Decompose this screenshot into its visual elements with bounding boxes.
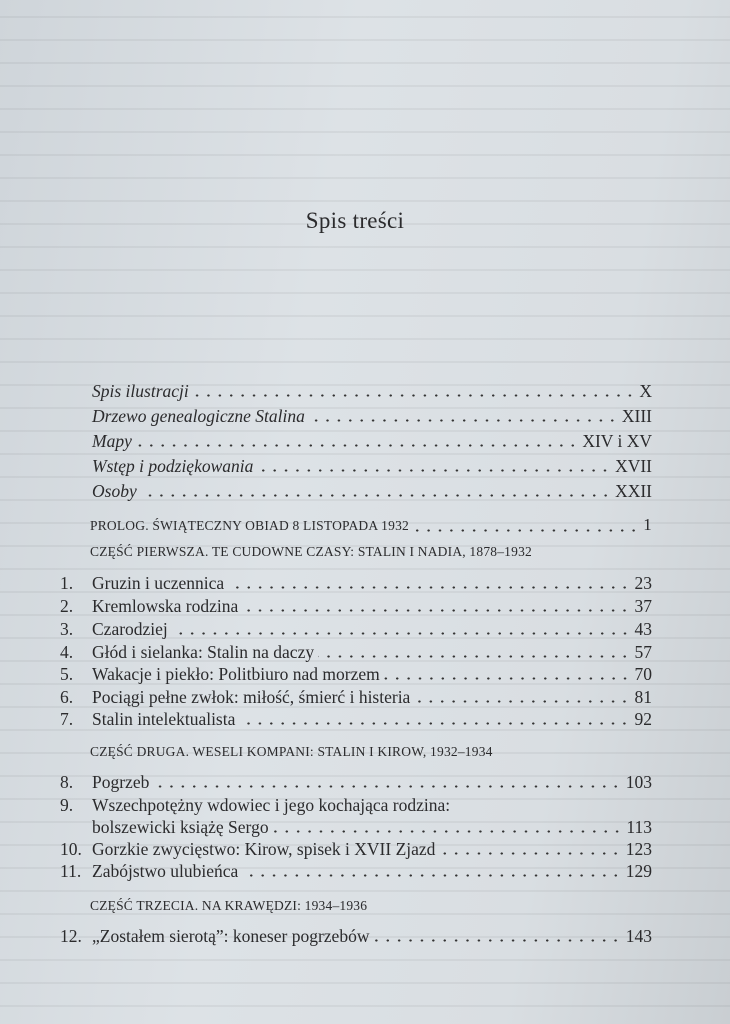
page-number: 37 [634, 596, 652, 616]
chapter-number: 10. [60, 839, 82, 859]
page-number: X [639, 381, 652, 401]
dot-leader [242, 874, 621, 877]
page-number: 70 [634, 664, 652, 684]
entry-title: „Zostałem sierotą”: koneser pogrzebów [92, 926, 370, 946]
chapter-entry [60, 794, 652, 816]
toc-entry [92, 380, 652, 402]
entry-title: Spis ilustracji [92, 381, 189, 401]
dot-leader [172, 632, 631, 635]
chapter-entry [60, 771, 652, 793]
entry-title: Wakacje i piekło: Politbiuro nad morzem [92, 664, 380, 684]
chapter-entry [60, 572, 652, 594]
page-number: 92 [634, 709, 652, 729]
dot-leader [439, 852, 621, 855]
part-heading [90, 741, 652, 763]
entry-title: Mapy [92, 431, 132, 451]
toc-entry [92, 430, 652, 452]
part-heading [90, 541, 652, 563]
dot-leader [384, 677, 631, 680]
entry-title: Głód i sielanka: Stalin na daczy [92, 642, 315, 662]
chapter-entry [60, 595, 652, 617]
page-title: Spis treści [305, 208, 405, 233]
entry-title: bolszewicki książę Sergo [92, 817, 269, 837]
chapter-entry [60, 663, 652, 685]
entry-title: Stalin intelektualista [92, 709, 236, 729]
part-title: CZĘŚĆ DRUGA. WESELI KOMPANI: STALIN I KIROW, 1932–1934 [90, 744, 493, 759]
chapter-entry [60, 925, 652, 947]
dot-leader [228, 586, 630, 589]
dot-leader [193, 394, 636, 397]
page-number: 81 [634, 687, 652, 707]
dot-leader [242, 609, 630, 612]
chapter-number: 5. [60, 664, 74, 684]
chapter-number: 7. [60, 709, 74, 729]
dot-leader [273, 830, 623, 833]
page-number: 43 [634, 619, 652, 639]
entry-title: Czarodziej [92, 619, 168, 639]
entry-title: PROLOG. ŚWIĄTECZNY OBIAD 8 LISTOPADA 1932 [90, 518, 409, 533]
chapter-number: 12. [60, 926, 82, 946]
chapter-entry [60, 686, 652, 708]
dot-leader [141, 494, 611, 497]
chapter-entry [60, 708, 652, 730]
entry-title: Gruzin i uczennica [92, 573, 225, 593]
entry-title: Gorzkie zwycięstwo: Kirow, spisek i XVII Zjazd [92, 839, 436, 859]
dot-leader [373, 939, 621, 942]
dot-leader [153, 785, 621, 788]
page-number: 113 [626, 817, 652, 837]
dot-leader [413, 529, 639, 532]
chapter-number: 3. [60, 619, 74, 639]
page-number: 23 [634, 573, 652, 593]
page-number: 123 [625, 839, 652, 859]
toc-entry [92, 480, 652, 502]
chapter-number: 11. [60, 861, 82, 881]
prolog-entry [90, 514, 652, 537]
page-number: 143 [625, 926, 652, 946]
page-number: XXII [615, 481, 652, 501]
entry-title: Wszechpotężny wdowiec i jego kochająca rodzina: [92, 795, 451, 815]
toc-entry [92, 455, 652, 477]
chapter-number: 6. [60, 687, 74, 707]
toc-entry [92, 405, 652, 427]
dot-leader [309, 419, 618, 422]
dot-leader [136, 444, 578, 447]
dot-leader [239, 722, 630, 725]
dot-leader [414, 700, 630, 703]
part-title: CZĘŚĆ PIERWSZA. TE CUDOWNE CZASY: STALIN I NADIA, 1878–1932 [90, 544, 532, 559]
page-number: 57 [634, 642, 652, 662]
chapter-number: 2. [60, 596, 74, 616]
dot-leader [318, 655, 630, 658]
entry-title: Pociągi pełne zwłok: miłość, śmierć i histeria [92, 687, 411, 707]
chapter-entry-continuation [92, 816, 652, 838]
entry-title: Pogrzeb [92, 772, 150, 792]
chapter-entry [60, 838, 652, 860]
part-heading [90, 895, 652, 917]
chapter-entry [60, 860, 652, 882]
entry-title: Drzewo genealogiczne Stalina [92, 406, 305, 426]
page-number: 129 [625, 861, 652, 881]
part-title: CZĘŚĆ TRZECIA. NA KRAWĘDZI: 1934–1936 [90, 898, 368, 913]
entry-title: Osoby [92, 481, 137, 501]
entry-title: Kremlowska rodzina [92, 596, 239, 616]
chapter-number: 8. [60, 772, 74, 792]
page-number: 1 [643, 515, 652, 534]
chapter-number: 4. [60, 642, 74, 662]
page-number: XIV i XV [582, 431, 652, 451]
entry-title: Wstęp i podziękowania [92, 456, 254, 476]
chapter-number: 9. [60, 795, 74, 815]
page-number: XVII [615, 456, 652, 476]
chapter-number: 1. [60, 573, 74, 593]
entry-title: Zabójstwo ulubieńca [92, 861, 239, 881]
page-number: XIII [621, 406, 652, 426]
chapter-entry [60, 641, 652, 663]
dot-leader [257, 469, 611, 472]
page-number: 103 [625, 772, 652, 792]
chapter-entry [60, 618, 652, 640]
